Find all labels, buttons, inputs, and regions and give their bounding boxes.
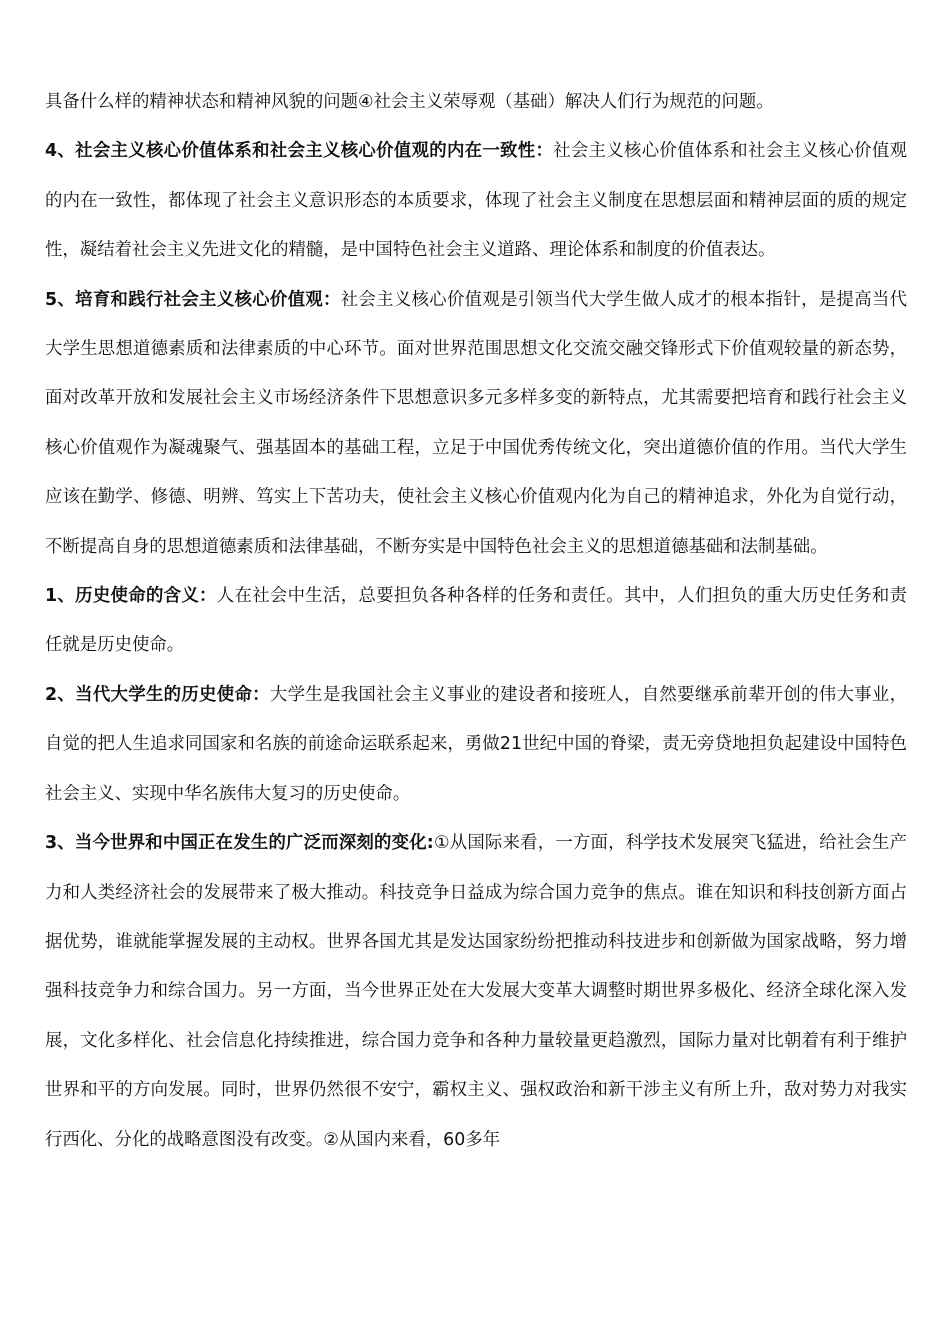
paragraph-text: 人在社会中生活，总要担负各种各样的任务和责任。其中，人们担负的重大历史任务和责任就是历史使命。 [45, 586, 907, 656]
paragraph-2 [45, 276, 907, 572]
paragraph-3 [45, 572, 907, 671]
document-body [45, 78, 907, 1165]
paragraph-text: 社会主义核心价值体系和社会主义核心价值观的内在一致性，都体现了社会主义意识形态的本质要求，体现了社会主义制度在思想层面和精神层面的质的规定性，凝结着社会主义先进文化的精髓，是中国特色社会主义道路、理论体系和制度的价值表达。 [45, 141, 907, 261]
paragraph-heading: 4、社会主义核心价值体系和社会主义核心价值观的内在一致性： [45, 141, 554, 162]
paragraph-0 [45, 78, 907, 127]
paragraph-text: 社会主义核心价值观是引领当代大学生做人成才的根本指针，是提高当代大学生思想道德素质和法律素质的中心环节。面对世界范围思想文化交流交融交锋形式下价值观较量的新态势，面对改革开放和发展社会主义市场经济条件下思想意识多元多样多变的新特点，尤其需要把培育和践行社会主义核心价值观作为凝魂聚气、强基固本的基础工程，立足于中国优秀传统文化，突出道德价值的作用。当代大学生应该在勤学、修德、明辨、笃实上下苦功夫，使社会主义核心价值观内化为自己的精神追求，外化为自觉行动，不断提高自身的思想道德素质和法律基础，不断夯实是中国特色社会主义的思想道德基础和法制基础。 [45, 289, 907, 557]
paragraph-4 [45, 671, 907, 819]
paragraph-5 [45, 819, 907, 1165]
paragraph-text: 大学生是我国社会主义事业的建设者和接班人，自然要继承前辈开创的伟大事业，自觉的把人生追求同国家和名族的前途命运联系起来，勇做21世纪中国的脊梁，责无旁贷地担负起建设中国特色社会主义、实现中华名族伟大复习的历史使命。 [45, 684, 907, 804]
paragraph-heading: 3、当今世界和中国正在发生的广泛而深刻的变化: [45, 833, 434, 854]
paragraph-heading: 1、历史使命的含义： [45, 586, 217, 607]
paragraph-heading: 5、培育和践行社会主义核心价值观： [45, 289, 341, 310]
paragraph-1 [45, 127, 907, 275]
paragraph-text: ①从国际来看，一方面，科学技术发展突飞猛进，给社会生产力和人类经济社会的发展带来了极大推动。科技竞争日益成为综合国力竞争的焦点。谁在知识和科技创新方面占据优势，谁就能掌握发展的主动权。世界各国尤其是发达国家纷纷把推动科技进步和创新做为国家战略，努力增强科技竞争力和综合国力。另一方面，当今世界正处在大发展大变革大调整时期世界多极化、经济全球化深入发展，文化多样化、社会信息化持续推进，综合国力竞争和各种力量较量更趋激烈，国际力量对比朝着有利于维护世界和平的方向发展。同时，世界仍然很不安宁，霸权主义、强权政治和新干涉主义有所上升，敌对势力对我实行西化、分化的战略意图没有改变。②从国内来看，60多年 [45, 833, 908, 1150]
paragraph-text: 具备什么样的精神状态和精神风貌的问题④社会主义荣辱观（基础）解决人们行为规范的问题。 [45, 92, 774, 112]
paragraph-heading: 2、当代大学生的历史使命： [45, 684, 270, 705]
